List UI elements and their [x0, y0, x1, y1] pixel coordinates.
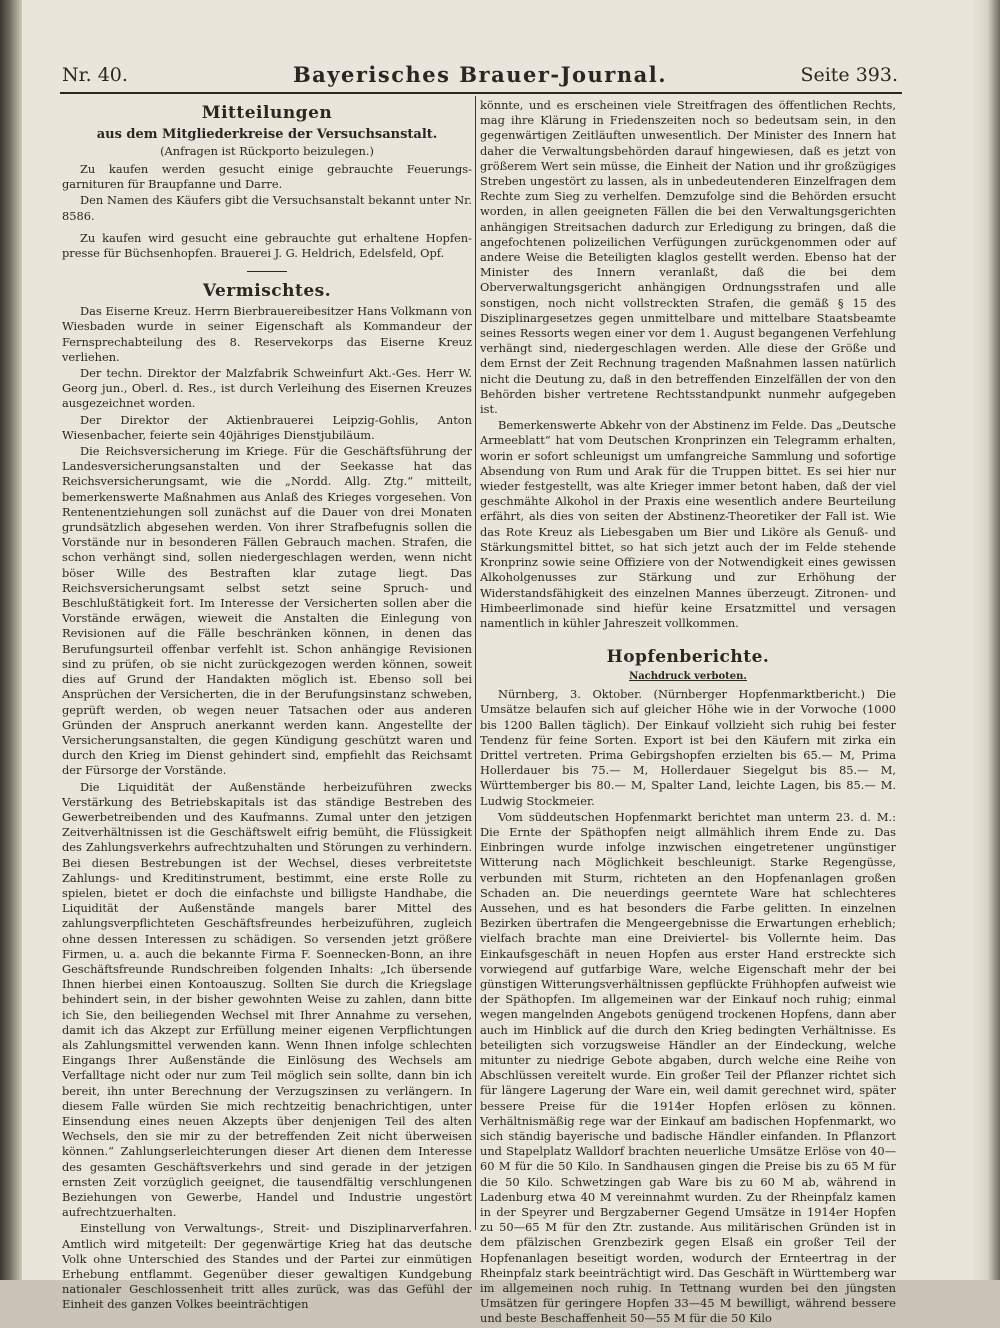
column-divider	[475, 96, 476, 1230]
paragraph: Vom süddeutschen Hopfenmarkt berichtet man unterm 23. d. M.: Die Ernte der Späthopfen neigt allmählich ihrem Ende zu. Das Einbringen wurde infolge inzwischen eingetretener ungünstiger Witterung nach Möglichkeit beschleunigt. Starke Regengüsse, verbunden mit Sturm, richteten an den Hopfenanlagen großen Schaden an. Die neuerdings geerntete Ware hat schlechteres Aussehen, und es hat besonders die Farbe gelitten. In einzelnen Bezirken übertrafen die Mengeergebnisse die Erwartungen erheblich; vielfach brachte man eine Dreiviertel- bis Vollernte heim. Das Einkaufsgeschäft in neuen Hopfen aus erster Hand erstreckte sich vorwiegend auf gutfarbige Ware, welche Eigenschaft mehr der bei günstigen Witterungsverhältnissen gepflückte Frühhopfen aufweist wie der Späthopfen. Im allgemeinen war der Einkauf noch ruhig; einmal wegen mangelnden Angebots genügend trockenen Hopfens, dann aber auch im Hinblick auf die durch den Krieg bedingten Verhältnisse. Es beteiligten sich vorzugsweise Händler an der Eindeckung, welche mitunter zu niedrige Gebote abgaben, durch welche eine Reihe von Abschlüssen vereitelt wurde. Ein großer Teil der Pflanzer richtet sich für längere Lagerung der Ware ein, weil damit gerechnet wird, später bessere Preise für die 1914er Hopfen erlösen zu können. Verhältnismäßig rege war der Einkauf am badischen Hopfenmarkt, wo sich ständig bayerische und badische Händler einfanden. In Pflanzort und Stapelplatz Walldorf brachten neuerliche Umsätze Erlöse von 40—60 M für die 50 Kilo. In Sandhausen gingen die Preise bis zu 65 M für die 50 Kilo. Schwetzingen gab Ware bis zu 60 M ab, während in Ladenburg etwa 40 M vereinnahmt wurden. Zu der Rheinpfalz kamen in der Speyrer und Bergzaberner Gegend Umsätze in 1914er Hopfen zu 50—65 M für den Ztr. zustande. Aus militärischen Gründen ist in dem pfälzischen Grenzbezirk gegen Elsaß ein großer Teil der Hopfenanlagen beseitigt worden, wodurch der Ernteertrag in der Rheinpfalz stark beeinträchtigt wird. Das Geschäft in Württemberg war im allgemeinen noch ruhig. In Tettnang wurden bei den jüngsten Umsätzen für geringere Hopfen 33—45 M bewilligt, während bessere und beste Beschaffenheit 50—55 M für die 50 Kilo	[480, 809, 896, 1326]
paragraph: Die Reichsversicherung im Kriege. Für die Geschäftsführung der Landesversicherungsanstalten und der Seekasse hat das Reichsversicherungsamt, wie die „Nordd. Allg. Ztg.“ mitteilt, bemerkenswerte Maßnahmen aus Anlaß des Krieges vorgesehen. Von Rentenentziehungen soll zunächst auf die Dauer von drei Monaten grundsätzlich abgesehen werden. Von ihrer Strafbefugnis sollen die Vorstände nur in besonderen Fällen Gebrauch machen. Strafen, die schon verhängt sind, sollen niedergeschlagen werden, wenn nicht böser Wille des Bestraften klar zutage liegt. Das Reichsversicherungsamt selbst setzt seine Spruch- und Beschlußtätigkeit fort. Im Interesse der Versicherten sollen aber die Vorstände erwägen, wieweit die Anstalten die Einlegung von Revisionen auf die Fälle beschränken können, in denen das Berufungsurteil offenbar verfehlt ist. Schon anhängige Revisionen sind zu prüfen, ob sie nicht zurückgezogen werden können, soweit dies auf Grund der Handakten möglich ist. Ebenso soll bei Ansprüchen der Versicherten, die in der Berufungsinstanz schweben, geprüft werden, ob wegen neuer Tatsachen oder aus anderen Gründen der Anspruch anerkannt werden kann. Angestellte der Versicherungsanstalten, die gegen Kündigung geschützt waren und durch den Krieg im Dienst gehindert sind, empfiehlt das Reichsamt der Fürsorge der Vorstände.	[62, 444, 472, 778]
page-number: Seite 393.	[800, 64, 898, 86]
paragraph: Die Liquidität der Außenstände herbeizuführen zwecks Verstärkung des Betriebskapitals ist das ständige Bestreben des Gewerbetreibenden und des Kaufmanns. Zumal unter den jetzigen Zeitverhältnissen ist die Geschäftswelt eifrig bemüht, die Flüssigkeit des Zahlungsverkehrs aufrechtzuhalten und Störungen zu verhindern. Bei diesen Bestrebungen ist der Wechsel, dieses verbreitetste Zahlungs- und Kreditinstrument, bestimmt, eine erste Rolle zu spielen, bietet er doch die einfachste und billigste Handhabe, die Liquidität der Außenstände mangels barer Mittel des zahlungsverpflichteten Geschäftsfreundes herbeizuführen, zugleich ohne dessen Interessen zu schädigen. So versenden jetzt größere Firmen, u. a. auch die bekannte Firma F. Soennecken-Bonn, an ihre Geschäftsfreunde Rundschreiben folgenden Inhalts: „Ich übersende Ihnen hierbei einen Kontoauszug. Sollten Sie durch die Kriegslage behindert sein, in der bisher gewohnten Weise zu zahlen, dann bitte ich Sie, den beiliegenden Wechsel mit Ihrer Annahme zu versehen, damit ich das Akzept zur Erfüllung meiner eigenen Verpflichtungen als Zahlungsmittel verwenden kann. Wenn Ihnen infolge schlechten Eingangs Ihrer Außenstände die Einlösung des Wechsels am Verfalltage nicht oder nur zum Teil möglich sein sollte, dann bin ich bereit, ihn unter Berechnung der Verzugszinsen zu verlängern. In diesem Falle würden Sie mich rechtzeitig benachrichtigen, unter Einsendung eines neuen Akzepts über denjenigen Teil des alten Wechsels, den sie mir zu der betreffenden Zeit nicht überweisen können.“ Zahlungserleichterungen dieser Art dienen dem Interesse des gesamten Geschäftsverkehrs und sind gerade in der jetzigen ernsten Zeit vorzüglich geeignet, die tausendfältig verschlungenen Beziehungen von Gewerbe, Handel und Industrie ungestört aufrechtzuerhalten.	[62, 779, 472, 1220]
reprint-notice: Nachdruck verboten.	[629, 671, 747, 683]
header-rule	[60, 92, 902, 94]
paragraph: Einstellung von Verwaltungs-, Streit- und Disziplinarverfahren. Amtlich wird mitgeteilt: Der gegenwärtige Krieg hat das deutsche Volk ohne Unterschied des Standes und der Partei zur einmütigen Erhebung entflammt. Gegenüber dieser gewaltigen Kundgebung nationaler Geschlossenheit tritt alles zurück, was das Gefühl der Einheit des ganzen Volkes beeinträchtigen	[62, 1221, 472, 1312]
paragraph: Nürnberg, 3. Oktober. (Nürnberger Hopfenmarktbericht.) Die Umsätze belaufen sich auf gleicher Höhe wie in der Vorwoche (1000 bis 1200 Ballen täglich). Der Einkauf vollzieht sich ruhig bei fester Tendenz für feine Sorten. Export ist bei den Käufern mit zirka ein Drittel vertreten. Prima Gebirgshopfen erzielten bis 65.— M, Prima Hollerdauer bis 75.— M, Hollerdauer Siegelgut bis 85.— M, Württemberger bis 80.— M, Spalter Land, leichte Lagen, bis 85.— M. Ludwig Stockmeier.	[480, 687, 896, 808]
paragraph: könnte, und es erscheinen viele Streitfragen des öffentlichen Rechts, mag ihre Klärung in Friedenszeiten noch so bedeutsam sein, in den gegenwärtigen Zeitläuften unwesentlich. Der Minister des Innern hat daher die Verwaltungsbehörden darauf hingewiesen, daß es jetzt von größerem Wert sein müsse, die Einheit der Nation und ihr großzügiges Streben ungestört zu lassen, als in unbedeutenderen Einzelfragen dem Rechte zum Sieg zu verhelfen. Demzufolge sind die Behörden ersucht worden, in allen geeigneten Fällen die bei den Verwaltungsgerichten anhängigen Streitsachen dadurch zur Erledigung zu bringen, daß die angefochtenen polizeilichen Verfügungen zurückgenommen oder auf andere Weise die Beteiligten klaglos gestellt werden. Ebenso hat der Minister des Innern veranlaßt, daß die bei dem Oberverwaltungsgericht anhängigen Ordnungsstrafen und alle sonstigen, noch nicht vollstreckten Strafen, die gemäß § 15 des Disziplinargesetzes gegen unmittelbare und mittelbare Staatsbeamte seines Ressorts wegen einer vor dem 1. August begangenen Verfehlung verhängt sind, niedergeschlagen werden. Alle diese der Größe und dem Ernst der Zeit Rechnung tragenden Maßnahmen lassen natürlich nicht die Deutung zu, daß in den betreffenden Einzelfällen der von den Behörden bisher vertretene Rechtsstandpunkt nunmehr aufgegeben ist.	[480, 98, 896, 417]
paragraph: Zu kaufen werden gesucht einige gebrauchte Feuerungs-garnituren für Braupfanne und Darre.	[62, 162, 472, 192]
paragraph: Der Direktor der Aktienbrauerei Leipzig-Gohlis, Anton Wiesenbacher, feierte sein 40jähriges Dienstjubiläum.	[62, 412, 472, 442]
paragraph: Das Eiserne Kreuz. Herrn Bierbrauereibesitzer Hans Volkmann von Wiesbaden wurde in seiner Eigenschaft als Kommandeur der Fernsprechabteilung des 8. Reservekorps das Eiserne Kreuz verliehen.	[62, 304, 472, 364]
right-column	[480, 98, 896, 1328]
section-title-vermischtes: Vermischtes.	[202, 281, 332, 302]
paragraph: Zu kaufen wird gesucht eine gebrauchte gut erhaltene Hopfen-presse für Büchsenhopfen. Brauerei J. G. Heldrich, Edelsfeld, Opf.	[62, 230, 472, 261]
section-subtitle: aus dem Mitgliederkreise der Versuchsanstalt.	[96, 127, 438, 142]
section-note: (Anfragen ist Rückporto beizulegen.)	[160, 144, 374, 158]
journal-title: Bayerisches Brauer-Journal.	[292, 62, 668, 87]
page-edge-shadow	[972, 0, 1000, 1280]
issue-number: Nr. 40.	[62, 64, 128, 86]
paragraph: Den Namen des Käufers gibt die Versuchsanstalt bekannt unter Nr. 8586.	[62, 193, 472, 223]
section-divider	[247, 271, 287, 272]
paragraph: Bemerkenswerte Abkehr von der Abstinenz im Felde. Das „Deutsche Armeeblatt“ hat vom Deutschen Kronprinzen ein Telegramm erhalten, worin er sofort schleunigst um umfangreiche Sammlung und sofortige Absendung von Rum und Arak für die Truppen bittet. Es sei hier nur wieder festgestellt, was alte Krieger immer betont haben, daß der viel geschmähte Alkohol in der Praxis eine wesentlich andere Beurteilung erfährt, als dies von seiten der Abstinenz-Theoretiker der Fall ist. Wie das Rote Kreuz als Liebesgaben um Bier und Liköre als Genuß- und Stärkungsmittel bittet, so hat sich jetzt auch der im Felde stehende Kronprinz sowie seine Offiziere von der Notwendigkeit eines gewissen Alkoholgenusses zur Stärkung und zur Erhöhung der Widerstandsfähigkeit des einzelnen Mannes überzeugt. Zitronen- und Himbeerlimonade sind hiefür keine Ersatzmittel und versagen namentlich in kühler Jahreszeit vollkommen.	[480, 418, 896, 630]
left-column	[62, 98, 472, 1314]
binding-gutter	[0, 0, 22, 1280]
section-title-hopfenberichte: Hopfenberichte.	[606, 647, 770, 668]
page-header	[62, 62, 898, 90]
paragraph: Der techn. Direktor der Malzfabrik Schweinfurt Akt.-Ges. Herr W. Georg jun., Oberl. d. Res., ist durch Verleihung des Eisernen Kreuzes ausgezeichnet worden.	[62, 366, 472, 411]
section-title-mitteilungen: Mitteilungen	[201, 103, 333, 123]
